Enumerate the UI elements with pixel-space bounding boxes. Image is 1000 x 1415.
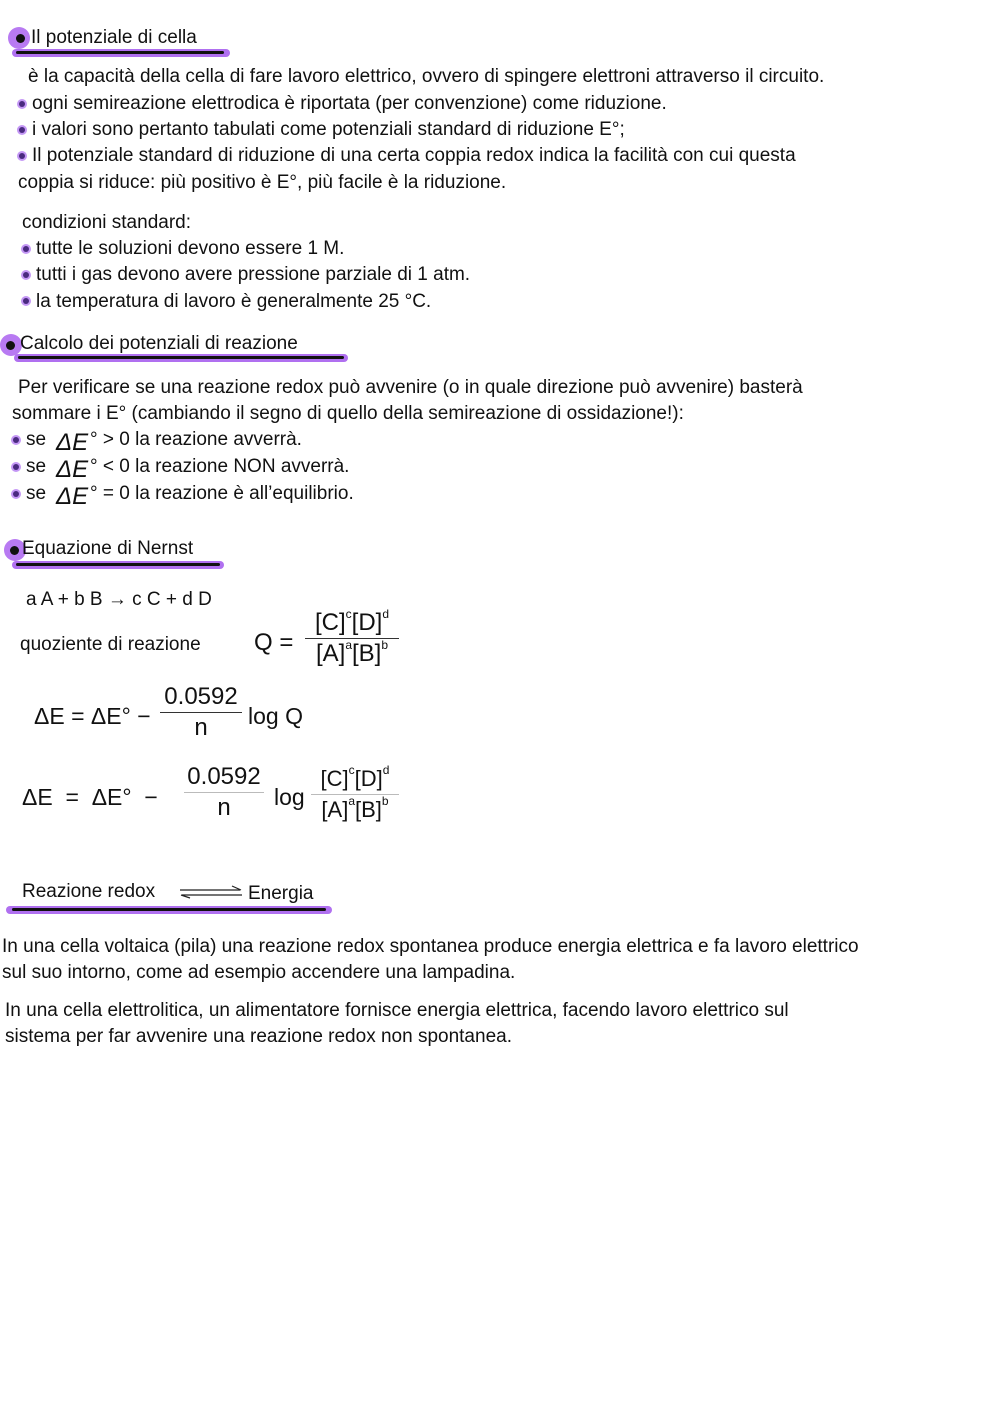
bullet-icon [13,464,19,470]
heading-bullet-dot [16,34,25,43]
paragraph-line: sul suo intorno, come ad esempio accendere una lampadina. [2,962,516,983]
heading-bullet-dot [10,546,19,555]
bullet-icon [23,298,29,304]
bullet-icon [19,101,25,107]
list-item-continuation: coppia si riduce: più positivo è E°, più facile è la riduzione. [18,172,507,193]
quotient-fraction [305,608,399,669]
section-title-redox: Reazione redox [22,881,156,902]
exp-d: d [382,607,390,621]
exp-d: d [382,763,390,777]
heading-underline [12,908,326,911]
case-text: ° < 0 la reazione NON avverrà. [90,456,350,477]
conc-a: [A] [321,797,349,822]
conc-d: [D] [354,766,383,791]
conc-c: [C] [320,766,349,791]
quotient-symbol: Q = [254,629,294,656]
electrons-n: n [194,714,208,741]
nernst-eq2-quotient [311,764,399,825]
conc-a: [A] [315,640,346,667]
exp-b: b [381,794,389,808]
case-se: se [26,456,47,477]
list-item: tutte le soluzioni devono essere 1 M. [36,238,345,259]
delta-e-symbol: ΔE [56,483,89,510]
case-text: ° = 0 la reazione è all’equilibrio. [90,483,354,504]
electrons-n: n [217,794,231,821]
section-title-calcolo: Calcolo dei potenziali di reazione [20,333,298,354]
constant-0592: 0.0592 [164,683,238,710]
exp-a: a [345,638,352,652]
conditions-label: condizioni standard: [22,212,191,233]
reaction-equation: a A + b B → c C + d D [26,589,212,610]
quotient-numerator [321,764,390,794]
paragraph-line: sistema per far avvenire una reazione redox non spontanea. [5,1026,512,1047]
log-label: log [274,784,305,810]
bullet-icon [19,127,25,133]
constant-0592: 0.0592 [187,763,261,790]
paragraph-line: In una cella elettrolitica, un alimentatore fornisce energia elettrica, facendo lavoro elettrico sul [5,1000,789,1021]
quotient-denominator [321,795,388,825]
list-item: Il potenziale standard di riduzione di una certa coppia redox indica la facilità con cui questa [32,145,796,166]
energy-label: Energia [248,883,314,904]
heading-underline [18,356,344,359]
paragraph-line: In una cella voltaica (pila) una reazione redox spontanea produce energia elettrica e fa lavoro elettrico [2,936,859,957]
quotient-label: quoziente di reazione [20,634,201,655]
nernst-eq1-lhs: ΔE = ΔE° − [34,703,151,729]
exp-b: b [381,638,389,652]
quotient-numerator [315,608,389,638]
paragraph-intro: è la capacità della cella di fare lavoro elettrico, ovvero di spingere elettroni attraverso il circuito. [28,66,825,87]
case-se: se [26,483,47,504]
nernst-eq1-fraction [160,682,242,743]
conc-b: [B] [355,797,382,822]
bullet-icon [13,437,19,443]
conc-b: [B] [352,640,382,667]
nernst-eq2-fraction [184,762,264,823]
conc-c: [C] [314,609,346,636]
log-q: log Q [248,703,303,729]
heading-underline [16,563,220,566]
nernst-eq2-lhs: ΔE = ΔE° − [22,784,158,810]
bullet-icon [13,491,19,497]
case-se: se [26,429,47,450]
exp-a: a [348,794,355,808]
quotient-denominator [316,639,388,669]
list-item: i valori sono pertanto tabulati come potenziali standard di riduzione E°; [32,119,625,140]
delta-e-symbol: ΔE [56,456,89,483]
heading-bullet-dot [6,341,15,350]
paragraph-line: sommare i E° (cambiando il segno di quello della semireazione di ossidazione!): [12,403,684,424]
equilibrium-arrows-icon [178,885,244,899]
paragraph-line: Per verificare se una reazione redox può avvenire (o in quale direzione può avvenire) basterà [18,377,803,398]
exp-c: c [348,763,355,777]
bullet-icon [23,246,29,252]
bullet-icon [19,153,25,159]
list-item: la temperatura di lavoro è generalmente 25 °C. [36,291,432,312]
exp-c: c [345,607,352,621]
bullet-icon [23,272,29,278]
section-title-potenziale: Il potenziale di cella [31,27,197,48]
list-item: ogni semireazione elettrodica è riportata (per convenzione) come riduzione. [32,93,667,114]
case-text: ° > 0 la reazione avverrà. [90,429,302,450]
section-title-nernst: Equazione di Nernst [22,538,194,559]
delta-e-symbol: ΔE [56,429,89,456]
list-item: tutti i gas devono avere pressione parziale di 1 atm. [36,264,471,285]
conc-d: [D] [351,609,383,636]
heading-underline [16,51,224,54]
